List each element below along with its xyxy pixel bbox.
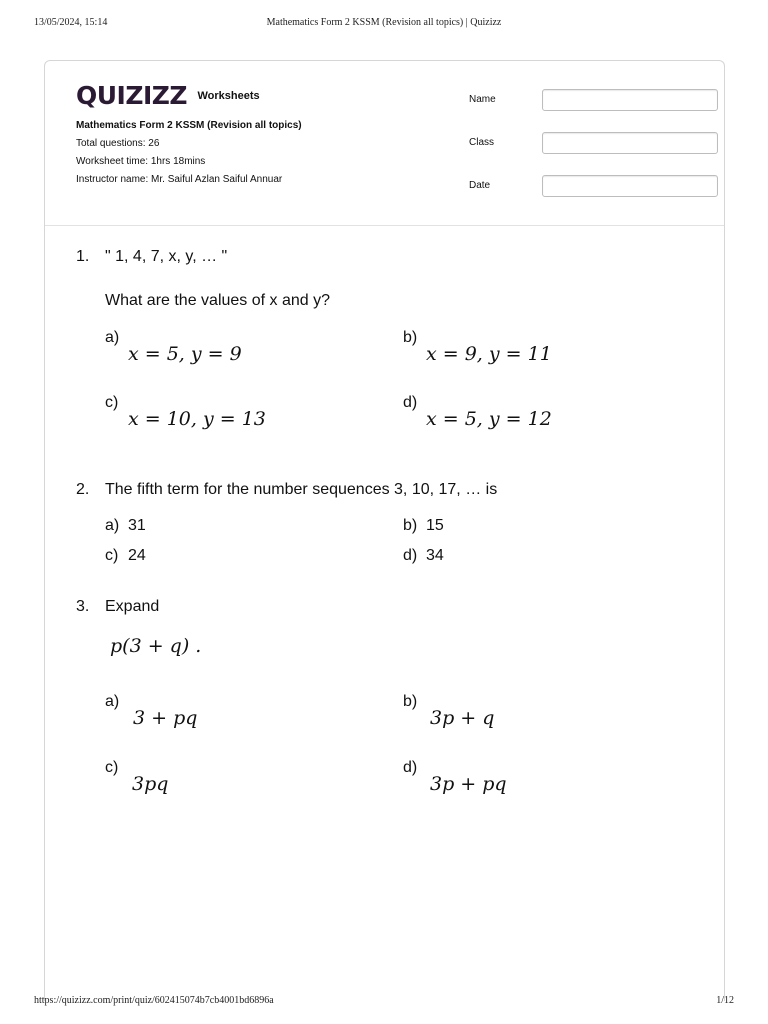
date-field-row bbox=[469, 175, 694, 197]
option-value: 3p + q bbox=[430, 707, 495, 729]
option-value: 15 bbox=[426, 517, 444, 534]
option-letter: c) bbox=[105, 547, 119, 564]
print-page-title: Mathematics Form 2 KSSM (Revision all topics) | Quizizz bbox=[266, 17, 502, 28]
option-value: x = 5, y = 9 bbox=[128, 343, 242, 365]
question-text: The fifth term for the number sequences 3, 10, 17, … is bbox=[105, 481, 498, 498]
option-value: 3pq bbox=[132, 773, 169, 795]
name-label: Name bbox=[469, 94, 496, 105]
total-questions: Total questions: 26 bbox=[76, 138, 160, 149]
class-field-row bbox=[469, 132, 694, 154]
instructor-name: Instructor name: Mr. Saiful Azlan Saiful Annuar bbox=[76, 174, 283, 185]
name-input[interactable] bbox=[542, 89, 718, 111]
worksheet bbox=[44, 60, 725, 1001]
option-letter: a) bbox=[105, 693, 120, 710]
question-text: Expand bbox=[105, 598, 160, 615]
worksheets-label: Worksheets bbox=[197, 89, 260, 102]
option-value: x = 9, y = 11 bbox=[426, 343, 552, 365]
date-label: Date bbox=[469, 180, 491, 191]
option-letter: a) bbox=[105, 329, 120, 346]
question-number: 1. bbox=[76, 248, 90, 265]
class-input[interactable] bbox=[542, 132, 718, 154]
option-letter: d) bbox=[403, 759, 418, 776]
option-letter: c) bbox=[105, 759, 119, 776]
option-letter: b) bbox=[403, 329, 418, 346]
print-header bbox=[0, 17, 768, 31]
worksheet-meta bbox=[76, 119, 316, 191]
option-letter: b) bbox=[403, 693, 418, 710]
quizizz-logo: QUIZIZZ bbox=[76, 81, 188, 110]
question-expression: p(3 + q) . bbox=[110, 635, 202, 657]
page-number: 1/12 bbox=[716, 995, 734, 1006]
option-letter: b) bbox=[403, 517, 418, 534]
print-footer bbox=[0, 995, 768, 1009]
option-value: 3p + pq bbox=[430, 773, 507, 795]
question-text: " 1, 4, 7, x, y, … " bbox=[105, 248, 228, 265]
option-letter: d) bbox=[403, 547, 418, 564]
option-value: 31 bbox=[128, 517, 146, 534]
class-label: Class bbox=[469, 137, 495, 148]
option-value: x = 10, y = 13 bbox=[128, 408, 266, 430]
option-value: 34 bbox=[426, 547, 444, 564]
option-letter: c) bbox=[105, 394, 119, 411]
question-number: 2. bbox=[76, 481, 90, 498]
brand bbox=[76, 81, 260, 110]
option-letter: a) bbox=[105, 517, 120, 534]
option-value: x = 5, y = 12 bbox=[426, 408, 552, 430]
print-url: https://quizizz.com/print/quiz/602415074b7cb4001bd6896a bbox=[34, 995, 274, 1006]
worksheet-header bbox=[45, 61, 724, 226]
option-value: 3 + pq bbox=[133, 707, 198, 729]
date-input[interactable] bbox=[542, 175, 718, 197]
question-number: 3. bbox=[76, 598, 90, 615]
question-subtext: What are the values of x and y? bbox=[105, 292, 331, 309]
name-field-row bbox=[469, 89, 694, 111]
worksheet-title: Mathematics Form 2 KSSM (Revision all topics) bbox=[76, 120, 302, 131]
worksheet-time: Worksheet time: 1hrs 18mins bbox=[76, 156, 206, 167]
option-value: 24 bbox=[128, 547, 146, 564]
option-letter: d) bbox=[403, 394, 418, 411]
print-datetime: 13/05/2024, 15:14 bbox=[34, 17, 108, 28]
